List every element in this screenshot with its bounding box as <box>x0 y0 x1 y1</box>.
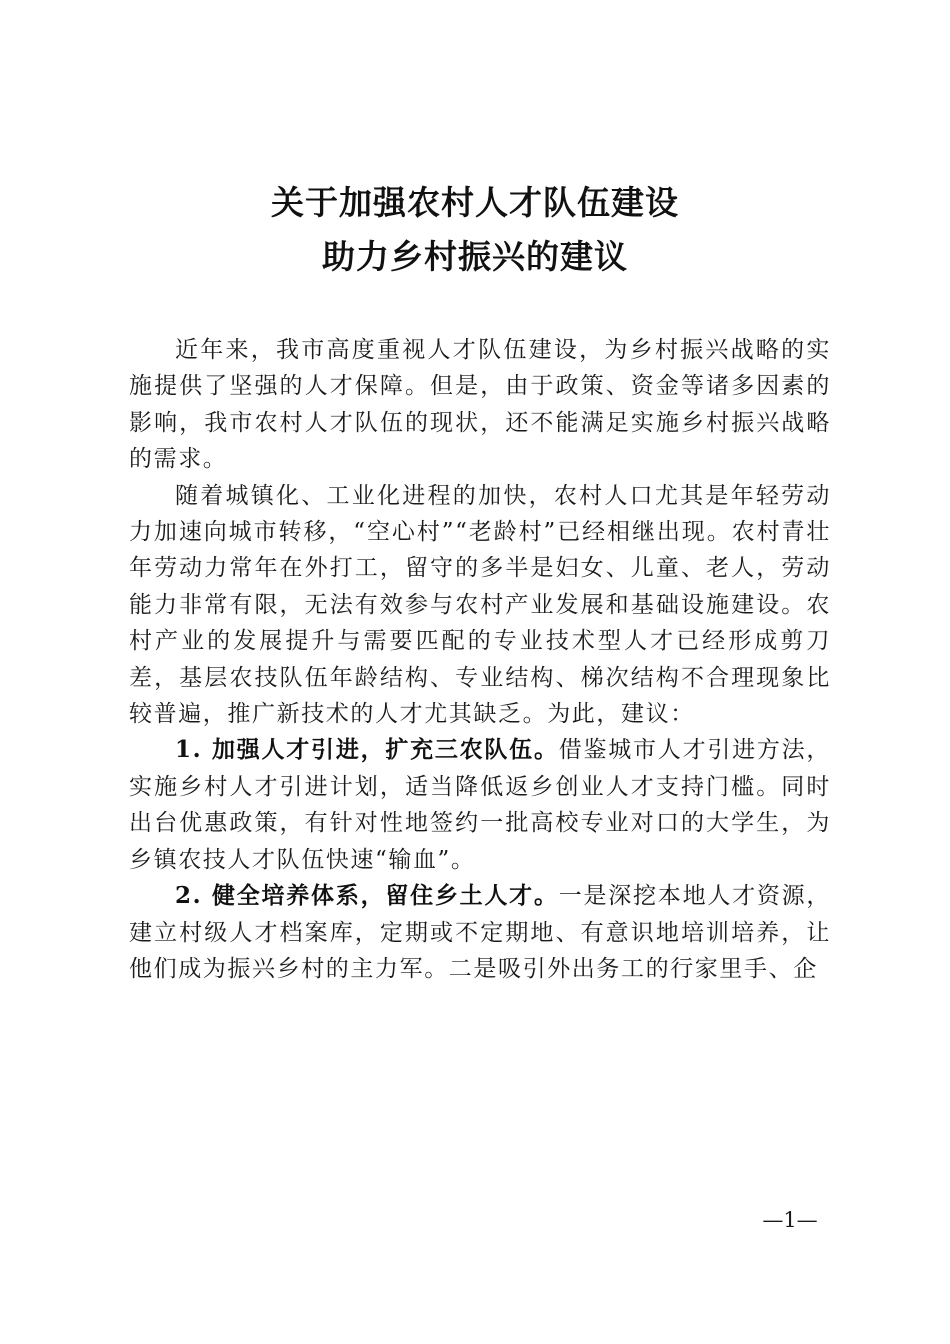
paragraph-text: 借鉴城市人才引进方法，实施乡村人才引进计划，适当降低返乡创业人才支持门槛。同时出台优惠政策，有针对性地签约一批高校专业对口的大学生，为乡镇农技人才队伍快速“输血”。 <box>129 737 832 873</box>
paragraph-text: 近年来，我市高度重视人才队伍建设，为乡村振兴战略的实施提供了坚强的人才保障。但是，由于政策、资金等诸多因素的影响，我市农村人才队伍的现状，还不能满足实施乡村振兴战略的需求。 <box>129 337 831 473</box>
suggestion-heading: 1. 加强人才引进，扩充三农队伍。 <box>175 736 559 764</box>
paragraph-text: 一是深挖本地人才资源，建立村级人才档案库，定期或不定期地、有意识地培训培养，让他们成为振兴乡村的主力军。二是吸引外出务工的行家里手、企 <box>129 883 832 982</box>
suggestion-heading: 2. 健全培养体系，留住乡土人才。 <box>175 882 559 910</box>
paragraph-intro <box>129 332 831 478</box>
paragraph-background <box>129 478 831 733</box>
title-line-2: 助力乡村振兴的建议 <box>322 237 628 276</box>
paragraph-text: 随着城镇化、工业化进程的加快，农村人口尤其是年轻劳动力加速向城市转移，“空心村”“老龄村”已经相继出现。农村青壮年劳动力常年在外打工，留守的多半是妇女、儿童、老人，劳动能力非常有限，无法有效参与农村产业发展和基础设施建设。农村产业的发展提升与需要匹配的专业技术型人才已经形成剪刀差，基层农技队伍年龄结构、专业结构、梯次结构不合理现象比较普遍，推广新技术的人才尤其缺乏。为此，建议： <box>129 482 831 728</box>
page-number: —1— <box>762 1208 818 1232</box>
title-line-1: 关于加强农村人才队伍建设 <box>271 183 679 222</box>
document-title <box>0 176 950 284</box>
paragraph-suggestion-2 <box>129 878 831 987</box>
paragraph-suggestion-1 <box>129 732 831 878</box>
document-body <box>129 332 831 987</box>
